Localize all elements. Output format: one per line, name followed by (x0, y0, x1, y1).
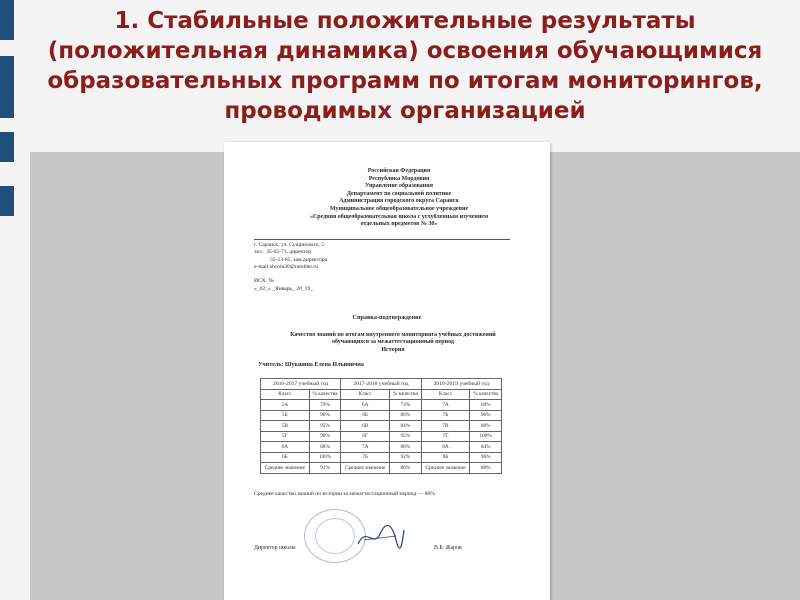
table-cell: 88% (309, 442, 341, 453)
table-cell: 88% (470, 421, 502, 432)
column-header: Класс (421, 389, 470, 400)
table-cell: 79% (309, 400, 341, 411)
table-cell: 91% (309, 463, 341, 474)
scanned-document (224, 142, 550, 600)
column-header: Класс (261, 389, 310, 400)
table-cell: 86% (390, 463, 422, 474)
address-line: г. Саранск, ул. Сущинского, 5 (254, 242, 325, 248)
teacher-name: Учитель: Шукшина Елена Ильинична (258, 362, 364, 368)
table-cell: 88% (390, 442, 422, 453)
header-line: Российская Федерация (367, 168, 431, 174)
table-cell: 6А (341, 400, 390, 411)
document-subject (258, 332, 528, 354)
table-cell: Среднее значение (421, 463, 470, 474)
table-cell: 7Г (421, 431, 470, 442)
address-line: e-mail:shcola30@rambler.ru (254, 264, 319, 271)
table-cell: 68% (470, 400, 502, 411)
left-accent-bar-4 (0, 186, 14, 216)
subject-line: обучающихся за межаттестационный период (332, 339, 454, 346)
outgoing-reference (254, 277, 313, 293)
table-cell: Среднее значение (261, 463, 310, 474)
table-cell: 5В (261, 421, 310, 432)
table-cell: 73% (390, 400, 422, 411)
table-row (261, 431, 502, 442)
table-cell: 5А (261, 400, 310, 411)
table-cell: 92% (390, 452, 422, 463)
table-cell: 5Б (261, 410, 310, 421)
column-header: Класс (341, 389, 390, 400)
table-cell: 84% (470, 442, 502, 453)
table-cell: 95% (390, 431, 422, 442)
director-name: В.Б. Жаров (434, 545, 462, 551)
table-cell: 88% (390, 410, 422, 421)
table-cell: 100% (309, 452, 341, 463)
table-row (261, 421, 502, 432)
table-cell: 88% (470, 463, 502, 474)
year-header: 2017-2018 учебный год (341, 379, 421, 390)
table-cell: 8А (421, 442, 470, 453)
year-header: 2016-2017 учебный год (261, 379, 341, 390)
table-cell: 6А (261, 442, 310, 453)
director-label: Директор школы (254, 545, 296, 551)
table-row (261, 400, 502, 411)
document-header (284, 168, 514, 229)
table-cell: 6В (341, 421, 390, 432)
table-cell: 96% (470, 410, 502, 421)
table-cell: 7Б (421, 410, 470, 421)
table-cell: 6Б (261, 452, 310, 463)
left-accent-bar-3 (0, 132, 14, 162)
address-line: 35-13-85, зам.директора (270, 256, 328, 263)
header-line: Муниципальное общеобразовательное учреждение (329, 205, 469, 212)
slide-title: 1. Стабильные положительные результаты (положительная динамика) освоения обучающимися образовательных программ по итогам мониторингов, проводимых организацией (47, 8, 763, 124)
ref-date: «_02_» _Январь_ 20_19_ (254, 286, 314, 292)
signature-icon (356, 522, 406, 550)
table-cell: 7А (341, 442, 390, 453)
table-cell: 96% (470, 452, 502, 463)
table-cell: 90% (309, 431, 341, 442)
header-line: отдельных предметов № 30» (360, 221, 438, 228)
header-line: «Средняя общеобразовательная школа с углубленным изучением (309, 213, 489, 220)
table-cell: 96% (309, 410, 341, 421)
header-line: Департамент по социальной политике (346, 190, 452, 197)
table-row (261, 410, 502, 421)
left-accent-bar-2 (0, 56, 14, 118)
subject-line: Качество знаний по итогам внутреннего мониторинга учебных достижений (290, 332, 496, 338)
column-header: % качества (390, 389, 422, 400)
average-quality-note: Среднее качество знаний по истории за межаттестационный период — 88% (254, 491, 435, 497)
header-line: Управление образования (365, 183, 433, 190)
table-cell: 95% (309, 421, 341, 432)
column-header: % качества (309, 389, 341, 400)
table-cell: 7Б (341, 452, 390, 463)
table-cell: 100% (470, 431, 502, 442)
table-cell: 6Б (341, 410, 390, 421)
year-header: 2018-2019 учебный год (421, 379, 501, 390)
table-row (261, 452, 502, 463)
table-cell: Среднее значение (341, 463, 390, 474)
quality-table (260, 378, 502, 474)
header-line: Республика Мордовия (368, 175, 430, 182)
header-line: Администрация городского округа Саранск (339, 198, 459, 205)
table-row-average (261, 463, 502, 474)
table-cell: 6Г (341, 431, 390, 442)
table-cell: 7В (421, 421, 470, 432)
table-cell: 8Б (421, 452, 470, 463)
ref-number: ИСХ. № (254, 278, 274, 284)
table-cell: 7А (421, 400, 470, 411)
school-address (254, 242, 327, 272)
subject-line: История (381, 346, 405, 353)
left-accent-bar-1 (0, 0, 14, 40)
column-header: % качества (470, 389, 502, 400)
table-cell: 84% (390, 421, 422, 432)
address-line: тел.: 35-65-71, директор (254, 249, 312, 256)
table-row (261, 442, 502, 453)
table-cell: 5Г (261, 431, 310, 442)
header-divider (254, 239, 510, 240)
document-title: Справка-подтверждение (352, 314, 422, 321)
